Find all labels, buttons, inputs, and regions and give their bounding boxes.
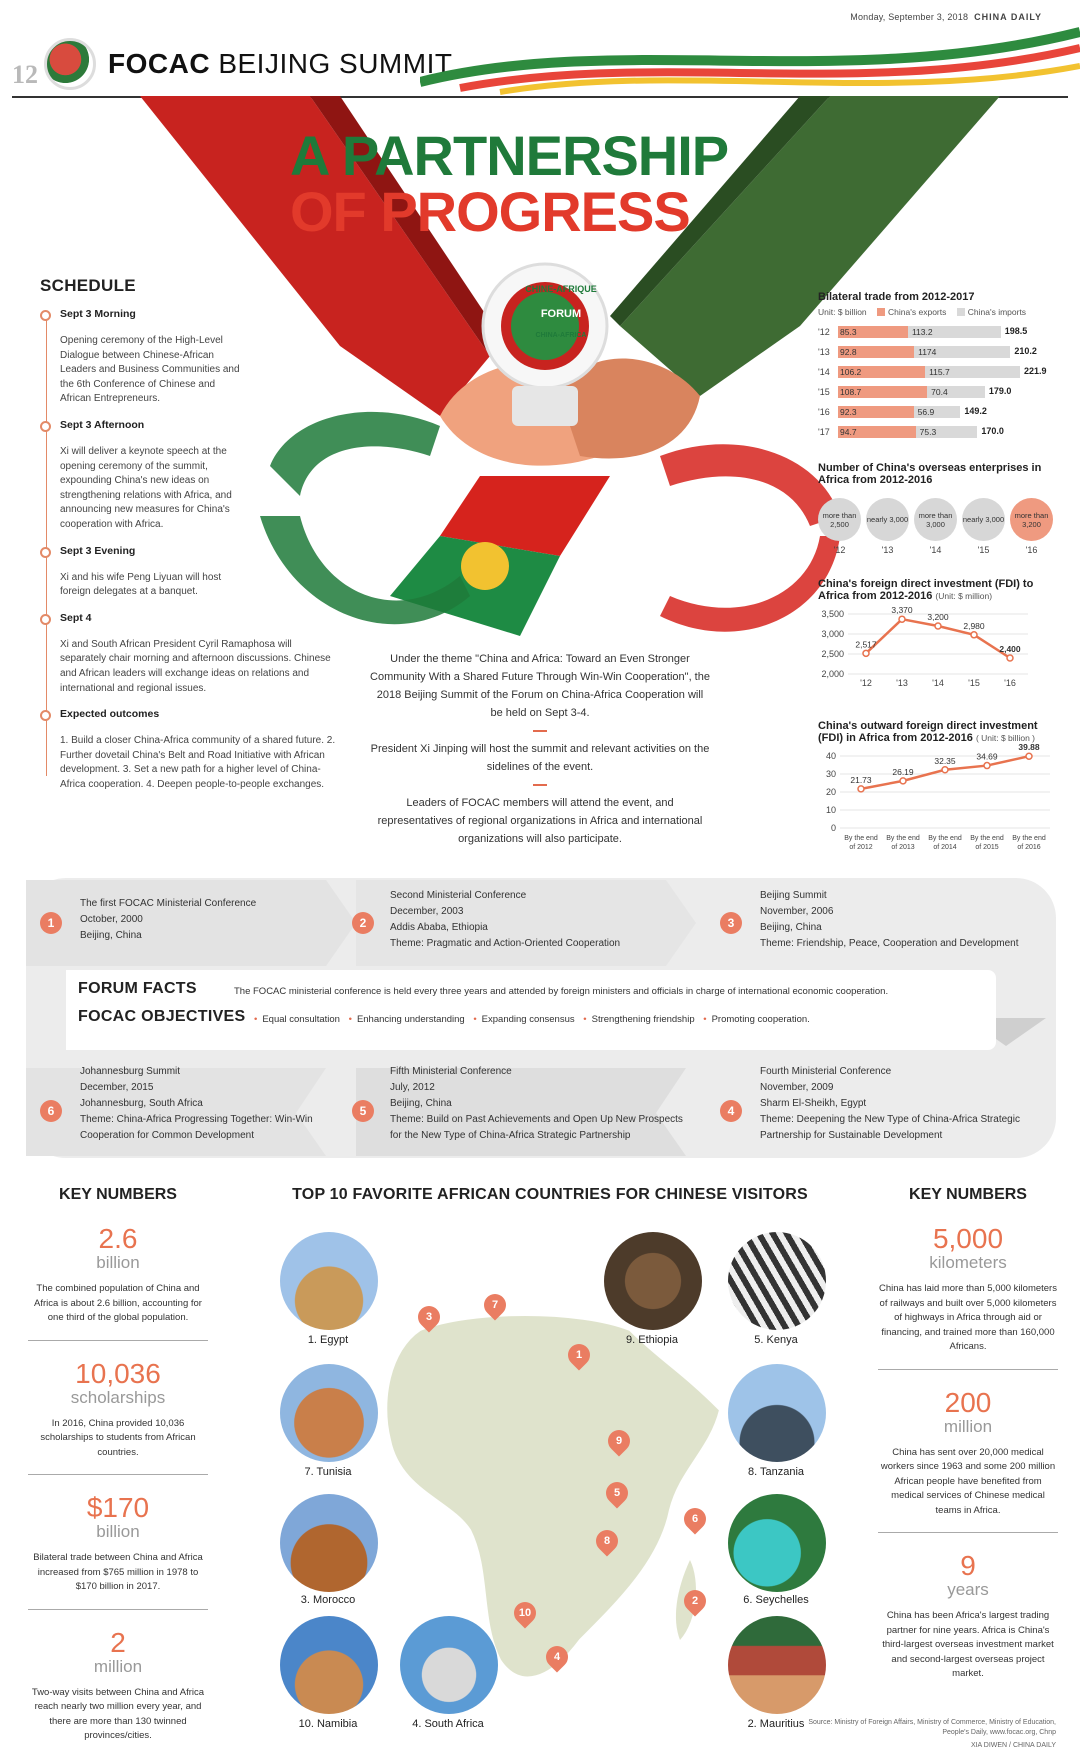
timeline-line: Johannesburg, South Africa — [80, 1098, 203, 1109]
data-point — [1007, 655, 1013, 661]
top10-section — [280, 1186, 820, 1204]
schedule-item-text: Xi will deliver a keynote speech at the opening ceremony of the summit, expounding China's new ideas on strengthening relations with Africa, and announcing new measures for China's cooperation with Africa. — [60, 445, 232, 530]
key-number-desc: Bilateral trade between China and Africa increased from $765 million in 1978 to $170 billion in 2017. — [33, 1552, 203, 1592]
key-number-unit: million — [93, 1656, 143, 1676]
section-title-bold: FOCAC — [108, 48, 211, 79]
timeline-line: Second Ministerial Conference — [390, 890, 527, 901]
key-number-desc: The combined population of China and Africa is about 2.6 billion, accounting for one third of the global population. — [34, 1283, 202, 1323]
schedule-dot-icon — [40, 310, 51, 321]
legend-imports: China's imports — [967, 307, 1027, 317]
imports-label: 70.4 — [931, 387, 948, 397]
enterprise-year: '13 — [881, 545, 894, 555]
trade-year: '15 — [818, 387, 830, 397]
data-label: 3,370 — [891, 605, 913, 616]
section-title-rest: BEIJING SUMMIT — [218, 48, 453, 79]
ofdi-unit: ( Unit: $ billion ) — [975, 733, 1035, 743]
data-label: 39.88 — [1018, 744, 1040, 753]
enterprise-year: '12 — [833, 545, 846, 555]
tunisia-photo — [280, 1364, 378, 1462]
map-pin-9 — [603, 1425, 634, 1456]
imports-swatch — [957, 308, 965, 316]
timeline-line: The first FOCAC Ministerial Conference — [80, 898, 257, 909]
country-label: 8. Tanzania — [747, 1466, 805, 1478]
x-tick-label: of 2015 — [975, 844, 999, 851]
legend-exports: China's exports — [888, 307, 947, 317]
y-tick-label: 20 — [825, 787, 836, 797]
timeline-number-2: 2 — [352, 912, 374, 934]
x-tick-label: of 2016 — [1017, 844, 1041, 851]
summit-paragraph-1: Under the theme "China and Africa: Toward an Even Stronger Community With a Shared Future Through Win-Win Cooperation", the 2018 Beijing Summit of the Forum on China-Africa Cooperation will be held on Sept 3-4. — [370, 653, 710, 719]
timeline-line: November, 2006 — [760, 906, 834, 917]
timeline-number-6: 6 — [40, 1100, 62, 1122]
schedule-item-title: Sept 3 Afternoon — [60, 418, 145, 431]
key-number-value: $170 — [86, 1492, 150, 1523]
main-title-line2: OF PROGRESS — [290, 180, 690, 243]
fdi-chart — [818, 578, 1058, 697]
timeline-line: Fourth Ministerial Conference — [760, 1066, 892, 1077]
schedule-item-title: Sept 3 Evening — [60, 544, 136, 557]
timeline-line: Partnership for Sustainable Development — [760, 1130, 943, 1141]
exports-label: 108.7 — [840, 387, 862, 397]
key-number-desc: In 2016, China provided 10,036 scholarships to students from African countries. — [40, 1417, 196, 1458]
schedule-item — [40, 419, 340, 533]
trade-total: 170.0 — [981, 426, 1004, 436]
source-note: Source: Ministry of Foreign Affairs, Ministry of Commerce, Ministry of Education, People's Daily, www.focac.org, Chnp — [808, 1719, 1056, 1736]
timeline-number-5: 5 — [352, 1100, 374, 1122]
trade-year: '12 — [818, 327, 830, 337]
trade-chart-title: Bilateral trade from 2012-2017 — [818, 291, 975, 303]
key-number-desc: China has sent over 20,000 medical workers since 1963 and some 200 million African people have benefited from medical services of Chinese medical teams in Africa. — [880, 1446, 1056, 1516]
fdi-plot — [818, 602, 1058, 692]
exports-label: 94.7 — [840, 427, 857, 437]
imports-label: 56.9 — [917, 407, 935, 417]
data-point — [971, 632, 977, 638]
key-number-unit: million — [943, 1416, 993, 1436]
country-label: 1. Egypt — [307, 1334, 349, 1346]
timeline-entry-2 — [390, 888, 620, 952]
timeline-entry-1 — [80, 896, 256, 944]
schedule-item — [40, 308, 340, 407]
country-label: 10. Namibia — [298, 1718, 358, 1730]
timeline-line: Sharm El-Sheikh, Egypt — [760, 1098, 867, 1109]
key-number-unit: years — [947, 1580, 989, 1599]
timeline-line: July, 2012 — [390, 1082, 435, 1093]
data-label: 21.73 — [850, 774, 872, 785]
schedule-heading: SCHEDULE — [40, 276, 136, 295]
south-africa-photo — [400, 1616, 498, 1714]
timeline-line: Beijing Summit — [760, 890, 827, 901]
pin-number: 5 — [613, 1487, 621, 1499]
schedule-item-title: Sept 3 Morning — [60, 308, 136, 320]
x-tick-label: By the end — [844, 835, 878, 842]
key-number-unit: kilometers — [929, 1253, 1007, 1272]
trade-row — [818, 343, 1058, 363]
key-number — [28, 1487, 208, 1610]
key-numbers-heading: KEY NUMBERS — [909, 1186, 1027, 1203]
pin-number: 6 — [691, 1513, 699, 1525]
map-pin-8 — [591, 1525, 622, 1556]
schedule-dot-icon — [40, 421, 51, 432]
enterprise-year: '14 — [929, 545, 942, 555]
section-title — [108, 48, 452, 80]
kenya-photo — [728, 1232, 826, 1330]
dateline — [850, 12, 1042, 22]
timeline-number-3: 3 — [720, 912, 742, 934]
pin-number: 9 — [615, 1435, 623, 1447]
key-number-value: 10,036 — [75, 1357, 161, 1389]
country-label: 7. Tunisia — [304, 1466, 352, 1478]
trade-total: 198.5 — [1004, 326, 1028, 336]
imports-label: 1174 — [918, 347, 937, 357]
key-numbers-right — [878, 1186, 1058, 1708]
forum-facts-panel — [66, 970, 996, 1050]
key-number — [28, 1622, 208, 1758]
schedule-item — [40, 708, 340, 792]
enterprises-chart-title: Number of China's overseas enterprises in Africa from 2012-2016 — [818, 462, 1042, 486]
exports-swatch — [877, 308, 885, 316]
key-number-value: 2 — [110, 1626, 126, 1658]
summit-paragraph-3: Leaders of FOCAC members will attend the event, and representatives of regional organizations in Africa and international organizations will also participate. — [377, 797, 703, 845]
forum-facts-text: The FOCAC ministerial conference is held every three years and attended by foreign ministers and officials in charge of international economic cooperation. — [234, 986, 889, 997]
timeline-line: Theme: Friendship, Peace, Cooperation and Development — [760, 938, 1019, 949]
exports-label: 92.8 — [840, 347, 857, 357]
timeline-line: Theme: Build on Past Achievements and Open Up New Prospects — [390, 1114, 683, 1125]
timeline-line: Theme: China-Africa Progressing Together: Win-Win — [80, 1114, 313, 1125]
data-label: 3,200 — [927, 612, 949, 622]
trade-legend — [818, 307, 1058, 317]
timeline-line: Theme: Pragmatic and Action-Oriented Cooperation — [390, 938, 621, 949]
schedule-item-text: Opening ceremony of the High-Level Dialogue between Chinese-African Leaders and Business Communities and the 6th Conference of Chinese and African Entrepreneurs. — [60, 335, 240, 405]
y-tick-label: 0 — [830, 823, 836, 833]
key-number-unit: scholarships — [70, 1387, 166, 1407]
key-number-desc: China has been Africa's largest trading partner for nine years. Africa is China's third-largest overseas investment market and second-largest overseas project market. — [882, 1610, 1054, 1679]
exports-label: 85.3 — [840, 327, 857, 337]
paper-name: CHINA DAILY — [974, 12, 1042, 22]
data-point — [899, 616, 905, 622]
fdi-chart-title — [818, 578, 1058, 602]
enterprises-chart — [818, 462, 1058, 555]
timeline-line: Johannesburg Summit — [80, 1066, 181, 1077]
key-number — [878, 1382, 1058, 1534]
key-number — [878, 1218, 1058, 1370]
ofdi-title-text: China's outward foreign direct investment (FDI) in Africa from 2012-2016 — [818, 720, 1038, 744]
country-label: 6. Seychelles — [743, 1594, 809, 1606]
forum-logo-text — [516, 284, 606, 339]
trade-year: '16 — [818, 407, 830, 417]
masthead — [0, 0, 1080, 100]
schedule-dot-icon — [40, 614, 51, 625]
timeline-line: October, 2000 — [80, 914, 143, 925]
key-number-value: 5,000 — [932, 1223, 1004, 1254]
key-number-unit: billion — [96, 1253, 140, 1272]
main-title-line1: A PARTNERSHIP — [290, 124, 729, 187]
enterprise-year: '15 — [977, 545, 990, 555]
pin-number: 7 — [491, 1299, 499, 1311]
objective-item: Strengthening friendship — [591, 1014, 695, 1025]
timeline-line: December, 2015 — [80, 1082, 154, 1093]
pin-number: 8 — [603, 1535, 611, 1547]
schedule-dot-icon — [40, 547, 51, 558]
map-pin-10 — [509, 1597, 540, 1628]
key-number — [28, 1218, 208, 1341]
summit-paragraph-2: President Xi Jinping will host the summit and relevant activities on the sidelines of the event. — [370, 743, 710, 773]
x-tick-label: '13 — [896, 678, 908, 688]
timeline-number-1: 1 — [40, 912, 62, 934]
data-point — [863, 650, 869, 656]
x-tick-label: '15 — [968, 678, 980, 688]
enterprise-count: more than 3,000 — [914, 498, 957, 541]
trade-total: 149.2 — [964, 406, 987, 416]
timeline-line: Fifth Ministerial Conference — [390, 1066, 512, 1077]
timeline-line: December, 2003 — [390, 906, 464, 917]
y-tick-label: 30 — [825, 769, 836, 779]
date: Monday, September 3, 2018 — [850, 12, 969, 22]
timeline-number-4: 4 — [720, 1100, 742, 1122]
objective-item: Promoting cooperation. — [711, 1014, 810, 1025]
timeline-line: Addis Ababa, Ethiopia — [390, 922, 488, 933]
timeline-entry-5 — [390, 1064, 683, 1144]
y-tick-label: 40 — [825, 751, 836, 761]
data-point — [935, 623, 941, 629]
objectives-heading: FOCAC OBJECTIVES — [78, 1008, 246, 1025]
seychelles-photo — [728, 1494, 826, 1592]
pin-number: 10 — [518, 1607, 532, 1619]
key-number-desc: Two-way visits between China and Africa reach nearly two million every year, and there are more than 130 twinned provinces/cities. — [31, 1686, 205, 1741]
imports-label: 75.3 — [919, 427, 937, 437]
data-point — [858, 786, 864, 792]
enterprises-years — [818, 545, 1058, 555]
trade-bars — [818, 323, 1058, 443]
key-number-value: 200 — [944, 1386, 992, 1418]
pin-number: 4 — [553, 1651, 561, 1663]
trade-year: '13 — [818, 347, 830, 357]
mauritius-photo — [728, 1616, 826, 1714]
data-point — [900, 778, 906, 784]
enterprise-count: more than 2,500 — [818, 498, 861, 541]
ribbon-decoration — [420, 22, 1080, 96]
focac-timeline — [26, 878, 1056, 1158]
data-label: 2,517 — [855, 639, 877, 650]
country-label: 9. Ethiopia — [626, 1334, 678, 1346]
country-label: 2. Mauritius — [747, 1718, 805, 1730]
forum-facts-heading: FORUM FACTS — [78, 980, 197, 997]
map-pin-4 — [541, 1641, 572, 1672]
data-point — [1026, 753, 1032, 759]
objective-item: Expanding consensus — [481, 1014, 575, 1025]
x-tick-label: '12 — [860, 678, 872, 688]
trade-total: 210.2 — [1014, 346, 1037, 356]
ofdi-plot — [818, 744, 1058, 854]
timeline-line: Beijing, China — [390, 1098, 452, 1109]
data-point — [942, 767, 948, 773]
data-label: 34.69 — [976, 751, 998, 762]
enterprise-year: '16 — [1025, 545, 1038, 555]
y-tick-label: 3,000 — [821, 629, 844, 639]
x-tick-label: By the end — [928, 835, 962, 842]
exports-label: 106.2 — [840, 367, 862, 377]
x-tick-label: By the end — [886, 835, 920, 842]
key-number-unit: billion — [96, 1522, 140, 1541]
ofdi-chart — [818, 720, 1058, 859]
schedule-item-title: Expected outcomes — [60, 708, 160, 721]
trade-total: 179.0 — [988, 386, 1012, 396]
x-tick-label: By the end — [970, 835, 1004, 842]
y-tick-label: 2,000 — [821, 669, 844, 679]
divider — [533, 784, 547, 786]
pin-number: 3 — [425, 1311, 433, 1323]
timeline-line: Beijing, China — [80, 930, 142, 941]
forum-logo-top: CHINE-AFRIQUE — [525, 284, 597, 294]
x-tick-label: of 2014 — [933, 844, 957, 851]
key-number-value: 2.6 — [98, 1223, 138, 1254]
pin-number: 1 — [575, 1349, 583, 1361]
enterprise-count: nearly 3,000 — [962, 498, 1005, 541]
forum-logo-center: FORUM — [540, 308, 582, 320]
schedule — [40, 276, 340, 792]
data-label: 2,400 — [999, 644, 1021, 654]
ofdi-chart-title — [818, 720, 1058, 744]
trade-year: '14 — [818, 367, 830, 377]
timeline-entry-3 — [760, 888, 1018, 952]
data-point — [984, 763, 990, 769]
y-tick-label: 3,500 — [821, 609, 844, 619]
map-pin-1 — [563, 1339, 594, 1370]
map-pin-7 — [479, 1289, 510, 1320]
country-label: 4. South Africa — [412, 1718, 484, 1730]
map-pin-2 — [679, 1585, 710, 1616]
exports-label: 92.3 — [840, 407, 857, 417]
timeline-entry-4 — [760, 1064, 1020, 1144]
focac-logo-icon — [44, 38, 96, 90]
data-label: 32.35 — [934, 755, 956, 766]
trade-total: 221.9 — [1023, 366, 1047, 376]
timeline-line: November, 2009 — [760, 1082, 834, 1093]
trade-row — [818, 383, 1058, 403]
key-numbers-heading: KEY NUMBERS — [59, 1186, 177, 1203]
fdi-title-text: China's foreign direct investment (FDI) to Africa from 2012-2016 — [818, 578, 1034, 602]
ethiopia-photo — [604, 1232, 702, 1330]
x-tick-label: of 2013 — [891, 844, 915, 851]
key-number — [878, 1545, 1058, 1696]
trade-row — [818, 403, 1058, 423]
schedule-item-title: Sept 4 — [60, 611, 92, 624]
imports-label: 113.2 — [911, 327, 933, 337]
tanzania-photo — [728, 1364, 826, 1462]
pin-number: 2 — [691, 1595, 699, 1607]
objective-item: Enhancing understanding — [356, 1014, 465, 1025]
schedule-item-text: 1. Build a closer China-Africa community of a shared future. 2. Further dovetail China's Belt and Road Initiative with African development. 3. Set a new path for a higher level of China-Africa cooperation. 4. Deepen people-to-people exchanges. — [60, 735, 336, 790]
key-number — [28, 1353, 208, 1476]
y-tick-label: 2,500 — [821, 649, 844, 659]
objective-item: Equal consultation — [262, 1014, 340, 1025]
x-tick-label: '14 — [932, 678, 944, 688]
timeline-line: Theme: Deepening the New Type of China-Africa Strategic — [760, 1114, 1020, 1125]
egypt-photo — [280, 1232, 378, 1330]
schedule-dot-icon — [40, 710, 51, 721]
enterprise-count: nearly 3,000 — [866, 498, 909, 541]
summit-description — [370, 650, 710, 848]
map-pin-5 — [601, 1477, 632, 1508]
morocco-photo — [280, 1494, 378, 1592]
trade-unit: Unit: $ billion — [818, 307, 867, 317]
x-tick-label: By the end — [1012, 835, 1046, 842]
country-label: 5. Kenya — [754, 1334, 798, 1346]
fdi-unit: (Unit: $ million) — [935, 591, 993, 601]
country-label: 3. Morocco — [300, 1594, 356, 1606]
x-tick-label: of 2012 — [849, 844, 873, 851]
data-label: 2,980 — [963, 620, 985, 631]
credit: XIA DIWEN / CHINA DAILY — [970, 1742, 1056, 1749]
trade-row — [818, 363, 1058, 383]
schedule-item — [40, 545, 340, 600]
trade-chart — [818, 291, 1058, 443]
imports-label: 115.7 — [929, 367, 950, 377]
trade-year: '17 — [818, 427, 830, 437]
enterprise-count: more than 3,200 — [1010, 498, 1053, 541]
key-numbers-left — [28, 1186, 208, 1758]
key-number-desc: China has laid more than 5,000 kilometers of railways and built over 5,000 kilometers of highways in Africa through aid or financing, and trained more than 160,000 Africans. — [879, 1283, 1057, 1352]
main-title — [290, 124, 790, 243]
y-tick-label: 10 — [825, 805, 836, 815]
trade-row — [818, 323, 1058, 343]
timeline-line: Beijing, China — [760, 922, 822, 933]
objectives-list: • Equal consultation • Enhancing understanding • Expanding consensus • Strengthening friendship • Promoting cooperation. — [254, 1014, 810, 1025]
namibia-photo — [280, 1616, 378, 1714]
timeline-line: for the New Type of China-Africa Strategic Partnership — [390, 1130, 631, 1141]
page-number: 12 — [12, 60, 38, 89]
x-tick-label: '16 — [1004, 678, 1016, 688]
trade-row — [818, 423, 1058, 443]
map-pin-6 — [679, 1503, 710, 1534]
data-label: 26.19 — [892, 766, 914, 777]
enterprises-circles — [818, 498, 1058, 541]
divider — [533, 730, 547, 732]
timeline-line: Cooperation for Common Development — [80, 1130, 254, 1141]
timeline-entry-6 — [80, 1064, 313, 1144]
key-number-value: 9 — [960, 1550, 976, 1581]
map-pin-3 — [413, 1301, 444, 1332]
schedule-item — [40, 612, 340, 696]
schedule-item-text: Xi and South African President Cyril Ramaphosa will separately chair morning and afternoon discussions. Chinese and African leaders will exchange ideas on relations and international and regional issues. — [60, 638, 331, 694]
top10-heading: TOP 10 FAVORITE AFRICAN COUNTRIES FOR CHINESE VISITORS — [292, 1186, 808, 1203]
forum-logo-left: CHINA-AFRICA — [535, 332, 587, 339]
schedule-item-text: Xi and his wife Peng Liyuan will host foreign delegates at a banquet. — [60, 571, 222, 598]
